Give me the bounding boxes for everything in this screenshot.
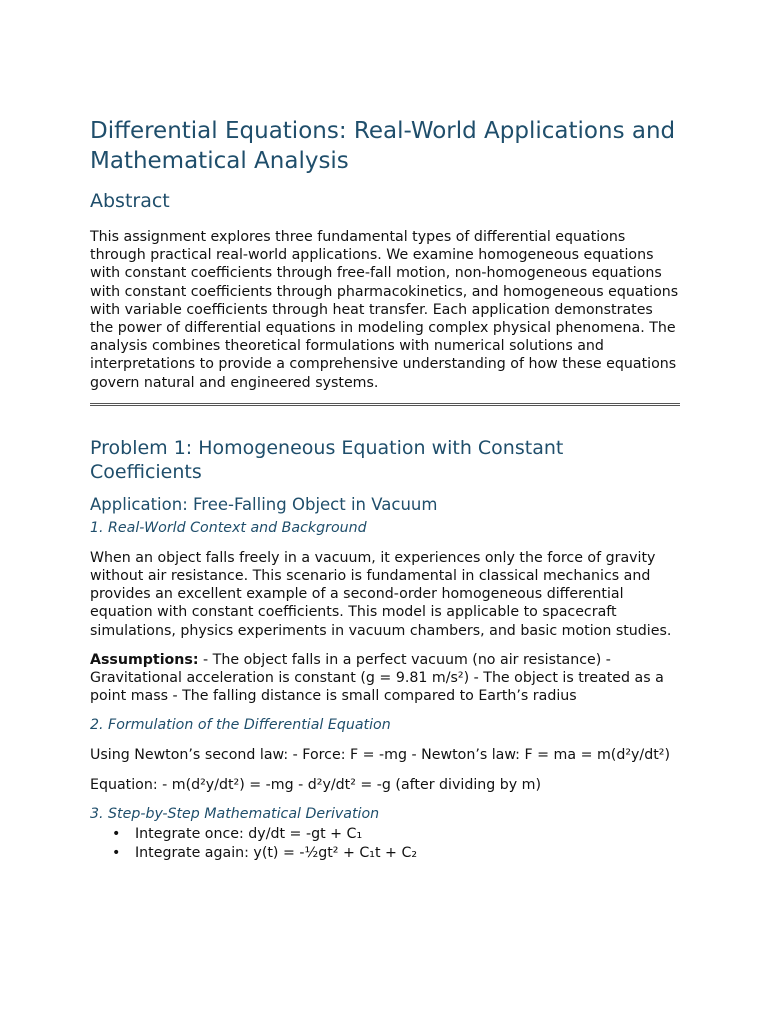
document-title: Differential Equations: Real-World Applications and Mathematical Analysis xyxy=(90,118,676,174)
derivation-steps-list xyxy=(90,825,680,864)
assumptions-paragraph xyxy=(90,651,680,706)
section2-heading: 2. Formulation of the Differential Equation xyxy=(90,717,391,734)
list-item xyxy=(90,844,680,864)
step-text: Integrate again: y(t) = -½gt² + C₁t + C₂ xyxy=(135,845,418,862)
section3-heading: 3. Step-by-Step Mathematical Derivation xyxy=(90,805,380,822)
abstract-heading: Abstract xyxy=(90,190,170,212)
section1-heading: 1. Real-World Context and Background xyxy=(90,519,367,536)
assumptions-label: Assumptions: xyxy=(90,651,199,668)
problem1-heading: Problem 1: Homogeneous Equation with Constant Coefficients xyxy=(90,436,564,483)
context-paragraph: When an object falls freely in a vacuum, it experiences only the force of gravity without air resistance. This scenario is fundamental in classical mechanics and provides an excellent example of a second-order homogeneous differential equation with constant coefficients. This model is applicable to spacecraft simulations, physics experiments in vacuum chambers, and basic motion studies. xyxy=(90,549,672,639)
bullet-icon: • xyxy=(112,825,121,842)
abstract-text: This assignment explores three fundamental types of differential equations through practical real-world applications. We examine homogeneous equations with constant coefficients through free-fall motion, non-homogeneous equations with constant coefficients through pharmacokinetics, and homogeneous equations with variable coefficients through heat transfer. Each application demonstrates the power of differential equations in modeling complex physical phenomena. The analysis combines theoretical formulations with numerical solutions and interpretations to provide a comprehensive understanding of how these equations govern natural and engineered systems. xyxy=(90,229,679,391)
newton-law-paragraph: Using Newton’s second law: - Force: F = -mg - Newton’s law: F = ma = m(d²y/dt²) xyxy=(90,747,670,764)
document-page xyxy=(90,116,680,864)
assumptions-text: - The object falls in a perfect vacuum (no air resistance) - Gravitational acceleration is constant (g = 9.81 m/s²) - The object is treated as a point mass - The falling distance is small compared to Earth’s radius xyxy=(90,651,664,705)
bullet-icon: • xyxy=(112,845,121,862)
section-divider xyxy=(90,403,680,406)
application-heading: Application: Free-Falling Object in Vacuum xyxy=(90,494,438,514)
step-text: Integrate once: dy/dt = -gt + C₁ xyxy=(135,825,363,842)
list-item xyxy=(90,825,680,845)
equation-paragraph: Equation: - m(d²y/dt²) = -mg - d²y/dt² = -g (after dividing by m) xyxy=(90,776,542,793)
